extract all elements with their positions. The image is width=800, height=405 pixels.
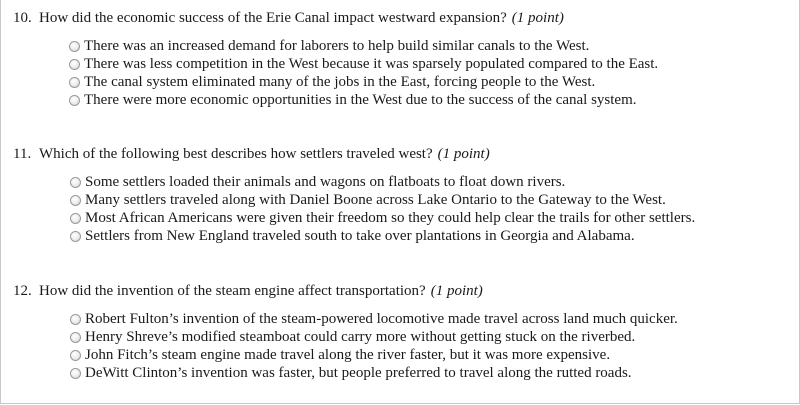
question-title — [13, 9, 783, 27]
radio-button[interactable] — [69, 59, 80, 70]
option-label: Robert Fulton’s invention of the steam-powered locomotive made travel across land much quicker. — [85, 311, 678, 327]
radio-button[interactable] — [69, 95, 80, 106]
question-11 — [13, 145, 783, 245]
option-label: Some settlers loaded their animals and wagons on flatboats to float down rivers. — [85, 174, 566, 190]
question-text: How did the invention of the steam engine affect transportation? — [39, 283, 426, 299]
radio-button[interactable] — [70, 213, 81, 224]
answer-option[interactable] — [70, 191, 783, 209]
question-text: How did the economic success of the Erie Canal impact westward expansion? — [39, 10, 507, 26]
answer-option[interactable] — [70, 364, 783, 382]
option-label: Henry Shreve’s modified steamboat could carry more without getting stuck on the riverbed. — [85, 329, 636, 345]
question-points: (1 point) — [430, 283, 483, 299]
question-points: (1 point) — [437, 146, 490, 162]
question-text: Which of the following best describes how settlers traveled west? — [39, 146, 433, 162]
question-title — [13, 282, 783, 300]
answer-option[interactable] — [69, 73, 783, 91]
answer-option[interactable] — [69, 37, 783, 55]
question-number: 10. — [13, 10, 32, 26]
question-number: 12. — [13, 283, 32, 299]
answer-options — [70, 310, 783, 382]
question-10 — [13, 9, 783, 109]
question-number: 11. — [13, 146, 32, 162]
radio-button[interactable] — [70, 195, 81, 206]
radio-button[interactable] — [70, 332, 81, 343]
answer-option[interactable] — [70, 310, 783, 328]
option-label: Many settlers traveled along with Daniel Boone across Lake Ontario to the Gateway to the West. — [85, 192, 666, 208]
question-title — [13, 145, 783, 163]
option-label: DeWitt Clinton’s invention was faster, but people preferred to travel along the rutted roads. — [85, 365, 632, 381]
radio-button[interactable] — [70, 231, 81, 242]
question-12 — [13, 282, 783, 382]
option-label: The canal system eliminated many of the jobs in the East, forcing people to the West. — [84, 74, 596, 90]
answer-option[interactable] — [70, 328, 783, 346]
option-label: Settlers from New England traveled south to take over plantations in Georgia and Alabama. — [85, 228, 635, 244]
option-label: John Fitch’s steam engine made travel along the river faster, but it was more expensive. — [85, 347, 611, 363]
option-label: There were more economic opportunities in the West due to the success of the canal system. — [84, 92, 637, 108]
radio-button[interactable] — [69, 41, 80, 52]
answer-option[interactable] — [69, 91, 783, 109]
answer-options — [70, 173, 783, 245]
option-label: There was less competition in the West because it was sparsely populated compared to the East. — [84, 56, 659, 72]
answer-option[interactable] — [69, 55, 783, 73]
option-label: There was an increased demand for laborers to help build similar canals to the West. — [84, 38, 590, 54]
answer-option[interactable] — [70, 173, 783, 191]
radio-button[interactable] — [70, 314, 81, 325]
radio-button[interactable] — [70, 350, 81, 361]
answer-option[interactable] — [70, 346, 783, 364]
answer-option[interactable] — [70, 227, 783, 245]
answer-options — [69, 37, 783, 109]
radio-button[interactable] — [70, 368, 81, 379]
answer-option[interactable] — [70, 209, 783, 227]
radio-button[interactable] — [70, 177, 81, 188]
option-label: Most African Americans were given their freedom so they could help clear the trails for other settlers. — [85, 210, 696, 226]
question-points: (1 point) — [511, 10, 564, 26]
radio-button[interactable] — [69, 77, 80, 88]
